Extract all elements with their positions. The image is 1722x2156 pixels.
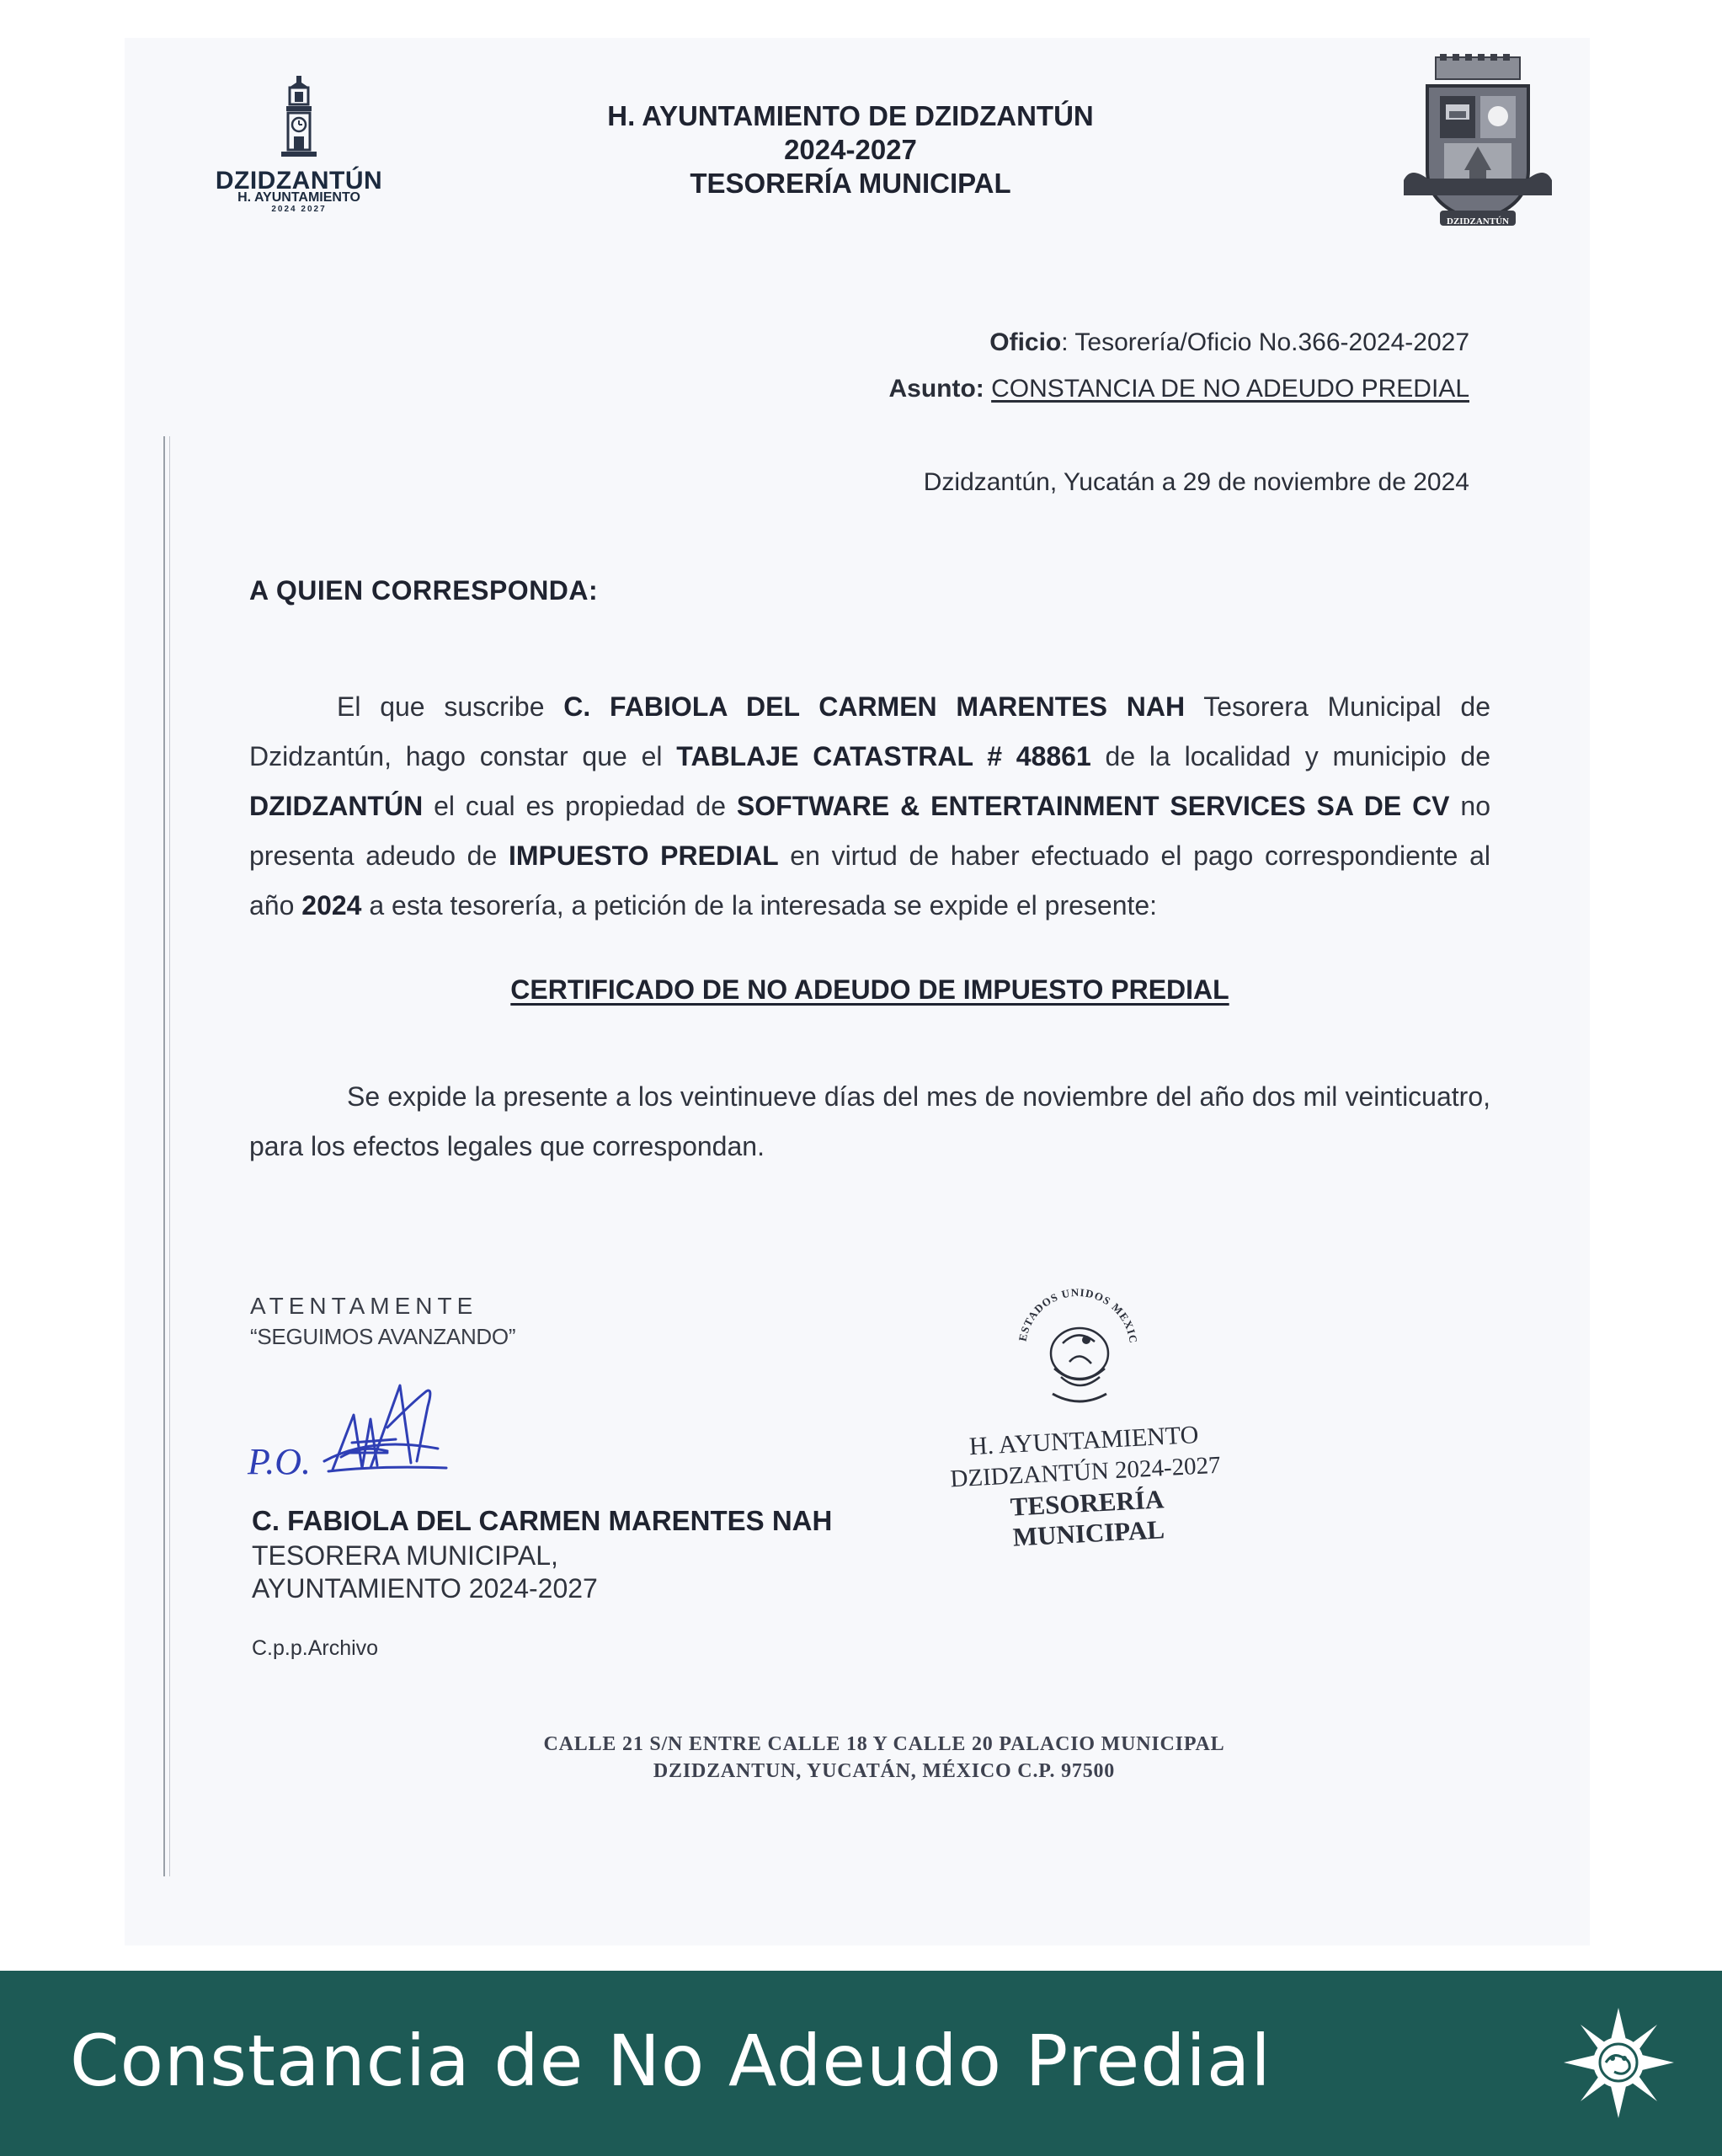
p1-text-1: El que suscribe <box>337 691 564 722</box>
cc-archive: C.p.p.Archivo <box>252 1636 379 1660</box>
p1-text-3: de la localidad y municipio de <box>1090 741 1491 771</box>
coat-of-arms <box>1394 52 1562 237</box>
issuance-paragraph: Se expide la presente a los veintinueve días del mes de noviembre del año dos mil veinticuatro, para los efectos legales que correspondan. <box>249 1081 1490 1161</box>
town-logo-name: DZIDZANTÚN <box>215 167 383 195</box>
letterhead-line-1: H. AYUNTAMIENTO DE DZIDZANTÚN <box>607 100 1094 131</box>
town-logo-subtitle: H. AYUNTAMIENTO <box>237 190 360 205</box>
certificate-title <box>249 974 1490 1006</box>
signer-name: C. FABIOLA DEL CARMEN MARENTES NAH <box>252 1505 833 1536</box>
address-footer <box>253 1731 1516 1785</box>
svg-text:ESTADOS UNIDOS MEXICANOS <box>1002 1267 1140 1344</box>
asunto-line <box>888 375 1469 403</box>
coat-of-arms-label: DZIDZANTÚN <box>1447 216 1509 227</box>
p1-text-6: en virtud de haber efectuado el pago correspondiente al año <box>249 841 1491 921</box>
stamp-line-1: H. AYUNTAMIENTO <box>968 1420 1200 1461</box>
letterhead-line-2: 2024-2027 <box>784 134 917 165</box>
p1-year: 2024 <box>301 890 362 921</box>
body-paragraph <box>249 682 1490 931</box>
handwritten-signature <box>244 1369 480 1482</box>
stamp-text <box>931 1418 1240 1557</box>
p1-cadastral: TABLAJE CATASTRAL # 48861 <box>676 741 1091 771</box>
signature-prefix: P.O. <box>248 1441 311 1482</box>
stamp-line-2: DZIDZANTÚN 2024-2027 <box>949 1451 1222 1493</box>
stamp-line-4: MUNICIPAL <box>1011 1514 1165 1552</box>
letterhead-line-3: TESORERÍA MUNICIPAL <box>690 168 1011 199</box>
asunto-value: CONSTANCIA DE NO ADEUDO PREDIAL <box>991 375 1469 403</box>
coat-of-arms-icon <box>1394 52 1562 237</box>
banner-emblem <box>1562 2006 1676 2120</box>
address-line-1: CALLE 21 S/N ENTRE CALLE 18 Y CALLE 20 PALACIO MUNICIPAL <box>543 1733 1225 1755</box>
p1-text-5: no presenta adeudo de <box>249 791 1491 871</box>
town-logo <box>206 76 392 219</box>
p1-text-7: a esta tesorería, a petición de la interesada se expide el presente: <box>361 890 1158 921</box>
national-seal-icon <box>1002 1267 1154 1419</box>
oficio-value: : Tesorería/Oficio No.366-2024-2027 <box>1061 328 1469 356</box>
certificate-title-text: CERTIFICADO DE NO ADEUDO DE IMPUESTO PREDIAL <box>510 974 1229 1005</box>
town-logo-years: 2024 2027 <box>271 205 327 214</box>
p1-text-2: Tesorera Municipal de Dzidzantún, hago constar que el <box>249 691 1491 771</box>
official-seal <box>1002 1267 1154 1419</box>
stamp-line-3: TESORERÍA <box>1009 1484 1165 1522</box>
p1-owner: SOFTWARE & ENTERTAINMENT SERVICES SA DE CV <box>736 791 1450 821</box>
banner-title: Constancia de No Adeudo Predial <box>70 2020 1272 2102</box>
signer-role <box>252 1540 598 1605</box>
letterhead <box>522 99 1179 200</box>
signer-role-line-2: AYUNTAMIENTO 2024-2027 <box>252 1573 598 1604</box>
p1-text-4: el cual es propiedad de <box>423 791 737 821</box>
closing: ATENTAMENTE <box>250 1293 478 1319</box>
motto: “SEGUIMOS AVANZANDO” <box>250 1324 516 1349</box>
signature-icon <box>244 1369 480 1482</box>
seal-arc-text: ESTADOS UNIDOS MEXIC <box>1016 1285 1140 1345</box>
oficio-label: Oficio <box>989 328 1062 356</box>
oficio-line <box>989 328 1469 357</box>
signer-role-line-1: TESORERA MUNICIPAL, <box>252 1540 558 1571</box>
p1-municipality: DZIDZANTÚN <box>249 791 424 821</box>
sun-emblem-icon <box>1562 2006 1676 2120</box>
p1-treasurer-name: C. FABIOLA DEL CARMEN MARENTES NAH <box>563 691 1186 722</box>
clock-tower-icon <box>278 76 320 168</box>
asunto-label: Asunto: <box>888 375 992 403</box>
salutation: A QUIEN CORRESPONDA: <box>249 575 599 606</box>
address-line-2: DZIDZANTUN, YUCATÁN, MÉXICO C.P. 97500 <box>653 1760 1116 1782</box>
p1-tax-name: IMPUESTO PREDIAL <box>508 841 779 871</box>
scan-margin-line <box>163 436 170 1876</box>
place-date: Dzidzantún, Yucatán a 29 de noviembre de 2024 <box>923 468 1469 496</box>
title-banner <box>0 1971 1722 2156</box>
